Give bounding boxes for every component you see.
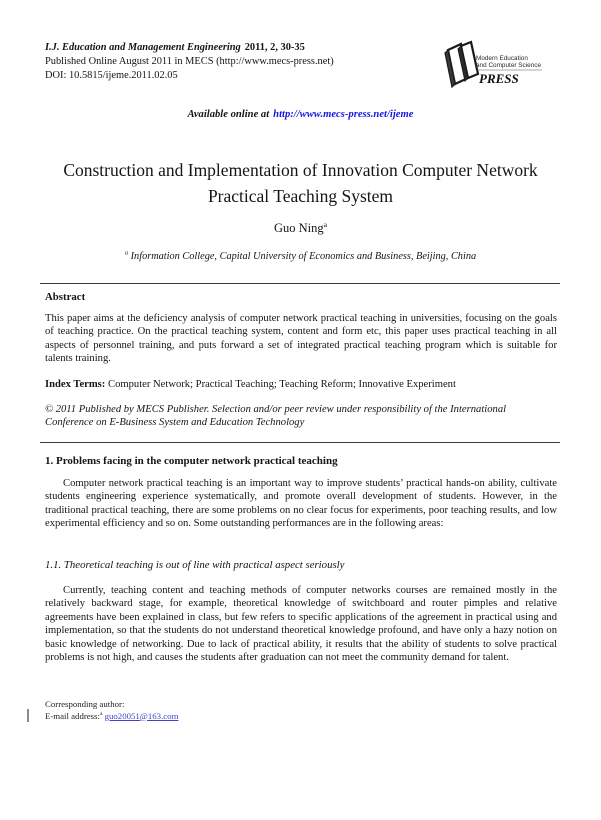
section-1-1-heading: 1.1. Theoretical teaching is out of line with practical aspect seriously [45, 559, 345, 571]
abstract-paragraph: This paper aims at the deficiency analysis of computer network practical teaching in universities, focusing on the goals of teaching practice. On the practical teaching system, content and form etc, this paper uses practical teaching in all aspects of personnel training, and puts forward a set of integrated practical teaching program which is suitable for talents training. [45, 313, 557, 365]
article-title-text: Construction and Implementation of Innovation Computer Network Practical Teaching System [63, 160, 538, 206]
affiliation-line [0, 251, 601, 262]
journal-citation-line [45, 41, 334, 55]
author-email-link[interactable]: guo20051@163.com [104, 710, 179, 721]
email-line [45, 711, 178, 723]
section-1-paragraph: Computer network practical teaching is an important way to improve students’ practical hands-on ability, cultivate students engineering experience systematically, and promote overall development of students. However, in the traditional practical teaching, there are some problems on no clear focus for experiments, poor teaching results, and low experimental efficiency and so on. Some outstanding performances are in the following areas: [45, 478, 557, 530]
published-online-line: Published Online August 2011 in MECS (http://www.mecs-press.net) [45, 56, 334, 67]
corresponding-author-label: Corresponding author: [45, 699, 125, 709]
books-icon [438, 34, 562, 100]
corresponding-author-footnote [45, 699, 178, 722]
index-terms-label: Index Terms: [45, 379, 106, 390]
section-1-heading: 1. Problems facing in the computer network practical teaching [45, 455, 338, 467]
logo-text-line1: Modern Education [476, 55, 528, 62]
affiliation-text: Information College, Capital University of Economics and Business, Beijing, China [130, 251, 477, 262]
author-line [0, 221, 601, 236]
available-online-prefix: Available online at [187, 109, 270, 120]
index-terms-line [45, 379, 557, 390]
divider-rule-bottom [40, 442, 560, 443]
mecs-press-logo [438, 34, 562, 105]
affiliation-mark: a [124, 249, 129, 257]
logo-text-line2: and Computer Science [476, 62, 542, 69]
copyright-notice: © 2011 Published by MECS Publisher. Selection and/or peer review under responsibility of the International Conference on E-Business System and Education Technology [45, 404, 507, 429]
journal-header [45, 41, 334, 83]
journal-issue-info: 2011, 2, 30-35 [244, 42, 305, 53]
logo-press-text: PRESS [479, 71, 519, 86]
email-affiliation-mark: a [99, 710, 103, 717]
available-online-line [0, 109, 601, 120]
divider-rule-top [40, 283, 560, 284]
journal-homepage-link[interactable]: http://www.mecs-press.net/ijeme [273, 109, 414, 120]
index-terms-text: Computer Network; Practical Teaching; Teaching Reform; Innovative Experiment [108, 379, 456, 390]
page-title [45, 157, 556, 209]
author-name: Guo Ning [273, 221, 324, 235]
email-label: E-mail address: [45, 710, 100, 721]
section-1-1-paragraph: Currently, teaching content and teaching methods of computer networks courses are remained mostly in the relatively backward stage, for example, theoretical knowledge of switchboard and router pimples and relative agreements have been explained in class, but few refers to specific applications of the agreement in practical using and implementation, so that the students do not understand theoretical knowledge profound, and have only a hazy notion on basic knowledge of networking. Due to lack of practical ability, it results that the ability of students to solve practical problems is not high, and causes the students after graduation can not meet the community demand for talent. [45, 585, 557, 664]
abstract-heading: Abstract [45, 291, 86, 303]
margin-change-bar [27, 709, 29, 722]
doi-line: DOI: 10.5815/ijeme.2011.02.05 [45, 70, 178, 81]
journal-name: I.J. Education and Management Engineering [45, 42, 241, 53]
author-affiliation-mark: a [323, 219, 328, 229]
